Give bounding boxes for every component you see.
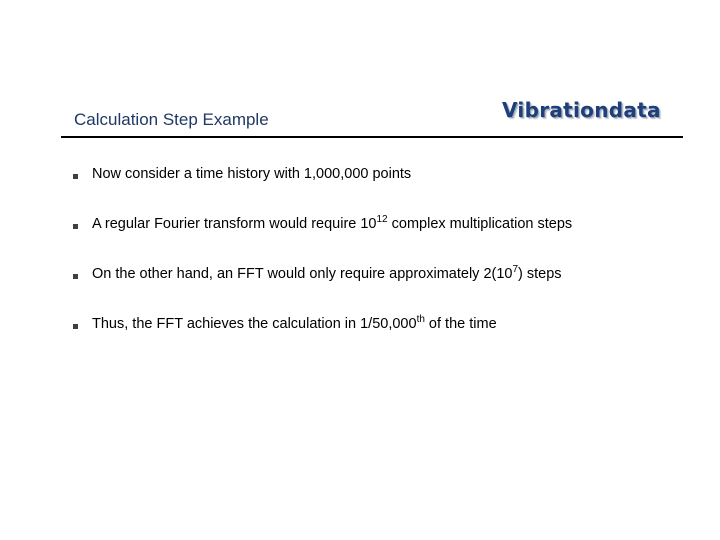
bullet-text	[92, 166, 411, 182]
bullet-square-icon	[73, 224, 78, 229]
bullet-text-before: Thus, the FFT achieves the calculation in 1/50,000	[92, 316, 417, 332]
bullet-superscript: 12	[376, 214, 388, 225]
bullet-square-icon	[73, 174, 78, 179]
bullet-text	[92, 316, 497, 332]
bullet-text-before: A regular Fourier transform would require 10	[92, 216, 377, 232]
slide-title: Calculation Step Example	[74, 110, 269, 129]
bullet-superscript: th	[416, 314, 425, 325]
bullet-text-main: Now consider a time history with 1,000,000 points	[92, 166, 412, 182]
bullet-text-after: complex multiplication steps	[387, 216, 573, 232]
bullet-item-2	[73, 216, 572, 266]
bullet-item-3	[73, 266, 572, 316]
bullet-text-before: On the other hand, an FFT would only require approximately 2(10	[92, 266, 513, 282]
brand-logo-text: Vibrationdata	[502, 98, 661, 122]
bullet-text-after: of the time	[424, 316, 497, 332]
bullet-text	[92, 266, 562, 282]
bullet-superscript: 7	[512, 264, 519, 275]
title-divider	[61, 136, 683, 138]
bullet-square-icon	[73, 274, 78, 279]
bullet-item-4	[73, 316, 572, 366]
bullet-square-icon	[73, 324, 78, 329]
bullet-text-after: ) steps	[518, 266, 562, 282]
bullet-list	[73, 166, 572, 366]
bullet-item-1	[73, 166, 572, 216]
bullet-text	[92, 216, 572, 232]
